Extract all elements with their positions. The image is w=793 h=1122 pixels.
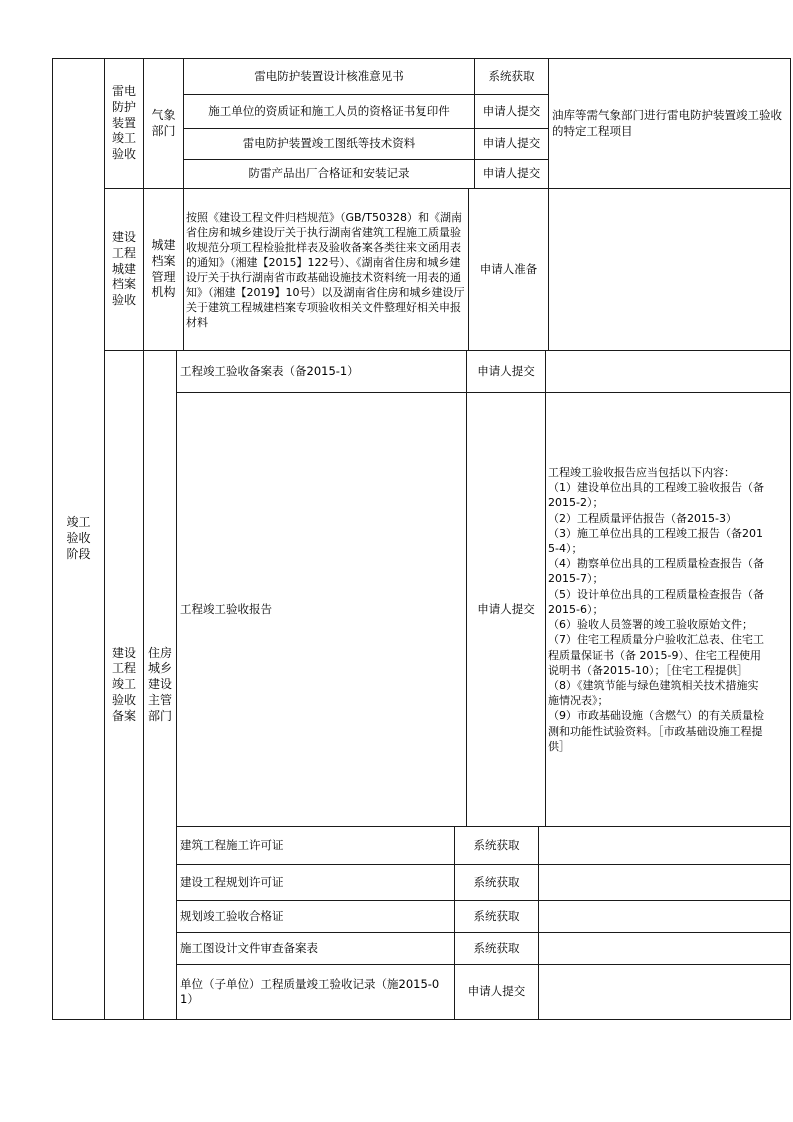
lightning-method-2: 申请人提交 (482, 103, 541, 118)
filing-dept (144, 351, 176, 1019)
lightning-material-1: 雷电防护装置设计核准意见书 (254, 68, 404, 83)
filing-method-2: 申请人提交 (477, 601, 535, 616)
lightning-method-4: 申请人提交 (482, 166, 541, 181)
filing-report-note: 工程竣工验收报告应当包括以下内容： （1）建设单位出具的工程竣工验收报告（备2015-2）； （2）工程质量评估报告（备2015-3） （3）施工单位出具的工程竣工报告（备2015-4）； （4）勘察单位出具的工程质量检查报告（备2015-7）； （5）设计单位出具的工程质量检查报告（备2015-6）； （6）验收人员签署的竣工验收原始文件； （7）住宅工程质量分户验收汇总表、住宅工程质量保证书（备 2015-9）、住宅工程使用说明书（备2015-10）；［住宅工程提供］ （8）《建筑节能与绿色建筑相关技术措施实施情况表》； （9）市政基础设施（含燃气）的有关质量检测和功能性试验资料。［市政基础设施工程提供］ (548, 466, 764, 753)
archive-dept (144, 189, 183, 350)
stage-text: 竣工 验收 阶段 (66, 515, 91, 561)
filing-material-5: 规划竣工验收合格证 (180, 908, 284, 923)
table-border-right (790, 58, 791, 1020)
filing-method-3: 系统获取 (473, 837, 520, 852)
lightning-item (105, 59, 143, 188)
lightning-method-1: 系统获取 (488, 68, 535, 83)
filing-item (105, 351, 143, 1019)
lightning-material-4: 防雷产品出厂合格证和安装记录 (248, 166, 410, 181)
archive-material: 按照《建设工程文件归档规范》（GB/T50328）和《湖南省住房和城乡建设厅关于执行湖南省建筑工程施工质量验收规范分项工程检验批样表及验收备案各类往来文函用表的通知》（湘建【2015】122号）、《湖南省住房和城乡建设厅关于执行湖南省市政基础设施技术资料统一用表的通知》（湘建【2019】10号）以及湖南省住房和城乡建设厅关于建筑工程城建档案专项验收相关文件整理好相关申报材料 (186, 210, 465, 329)
filing-method-4: 系统获取 (473, 874, 520, 889)
filing-item-text: 建设 工程 竣工 验收 备案 (111, 645, 136, 723)
lightning-material-2: 施工单位的资质证和施工人员的资格证书复印件 (208, 103, 450, 118)
filing-material-3: 建筑工程施工许可证 (180, 837, 284, 852)
archive-dept-text: 城建 档案 管理 机构 (151, 237, 176, 300)
col-line (538, 826, 539, 1020)
filing-material-6: 施工图设计文件审查备案表 (180, 940, 318, 955)
filing-material-4: 建设工程规划许可证 (180, 874, 284, 889)
archive-item-text: 建设 工程 城建 档案 验收 (111, 230, 136, 308)
col-line (176, 350, 177, 1020)
filing-method-6: 系统获取 (473, 940, 520, 955)
filing-method-1: 申请人提交 (477, 363, 535, 378)
filing-method-7: 申请人提交 (467, 984, 526, 999)
lightning-dept-text: 气象 部门 (151, 107, 176, 138)
filing-material-1: 工程竣工验收备案表（备2015-1） (180, 363, 359, 378)
filing-material-7: 单位（子单位）工程质量竣工验收记录（施2015-01） (180, 976, 440, 1006)
archive-item (105, 189, 143, 350)
lightning-note: 油库等需气象部门进行雷电防护装置竣工验收的特定工程项目 (552, 108, 782, 138)
col-line (548, 58, 549, 350)
table-border-bottom (52, 1019, 791, 1020)
lightning-material-3: 雷电防护装置竣工图纸等技术资料 (242, 136, 416, 151)
lightning-method-3: 申请人提交 (482, 136, 541, 151)
lightning-dept (144, 59, 183, 188)
col-line (545, 350, 546, 826)
filing-dept-text: 住房 城乡 建设 主管 部门 (147, 645, 172, 723)
filing-material-2: 工程竣工验收报告 (180, 601, 272, 616)
lightning-item-text: 雷电 防护 装置 竣工 验收 (111, 84, 136, 162)
stage-label (53, 59, 104, 1019)
archive-method: 申请人准备 (479, 261, 538, 276)
filing-method-5: 系统获取 (473, 908, 520, 923)
